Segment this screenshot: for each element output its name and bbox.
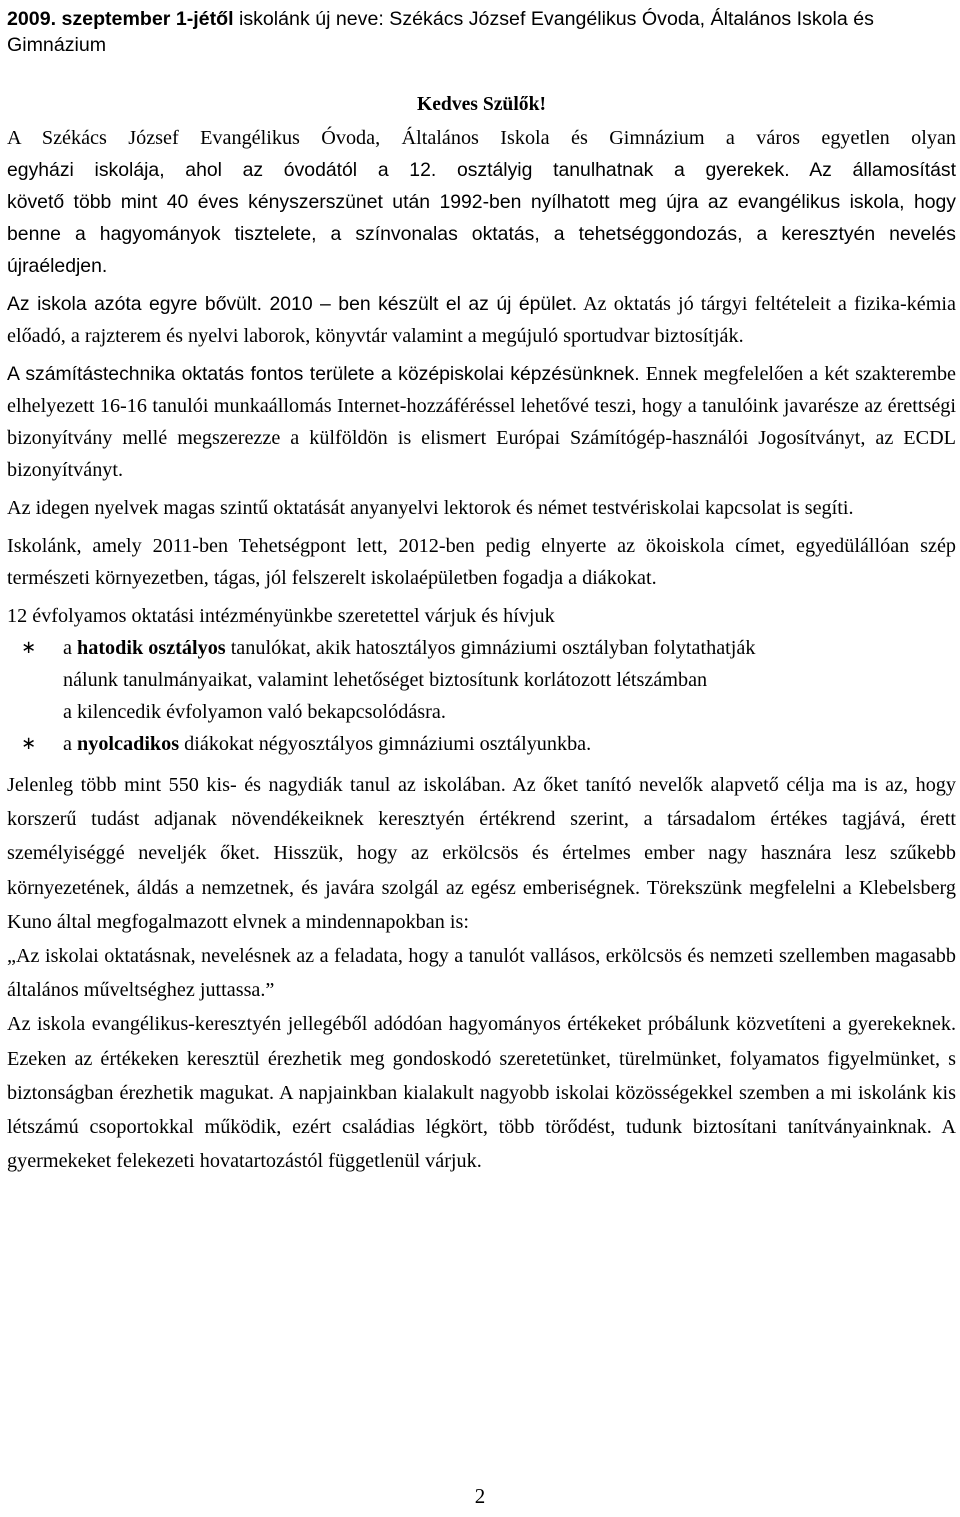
- greeting: Kedves Szülők!: [416, 94, 546, 115]
- languages-paragraph: Az idegen nyelvek magas szintű oktatását anyanyelvi lektorok és német testvériskolai kapcsolat is segíti.: [7, 497, 854, 519]
- intro-line-1: A Székács József Evangélikus Óvoda, Általános Iskola és Gimnázium a város egyetlen olyan: [7, 127, 956, 149]
- expansion-rest: Az oktatás jó tárgyi feltételeit a fizika-kémia előadó, a rajzterem és nyelvi laborok, könyvtár valamint a megújuló sportudvar biztosítják.: [7, 293, 956, 347]
- school-name-heading: [7, 6, 956, 58]
- list-item: ∗ a nyolcadikos diákokat négyosztályos gimnáziumi osztályunkba.: [7, 728, 956, 760]
- highlight-sixth-grade: hatodik osztályos: [77, 637, 226, 659]
- mission-text: Jelenleg több mint 550 kis- és nagydiák tanul az iskolában. Az őket tanító nevelők alapvető célja ma is az, hogy korszerű tudást adjanak növendékeiknek keresztyén értékrend szerint, a társadalom értékes tagjává, érett személyiséggé neveljék őket. Hisszük, hogy az erkölcsös és értelmes ember nagy hasznára lesz szűkebb környezetének, áldás a nemzetnek, és javára szolgál az egész emberiségnek. Törekszünk megfelelni a Klebelsberg Kuno által megfogalmazott elvnek a mindennapokban is:: [7, 774, 956, 933]
- mission-closing: Az iskola evangélikus-keresztyén jellegéből adódóan hagyományos értékeket próbálunk közvetíteni a gyerekeknek. Ezeken az értékeken keresztül érezhetik meg gondoskodó szeretetünket, türelmünket, folyamatos figyelmünket, s biztonságban érezhetik magukat. A napjainkban kialakult nagyobb iskolai közösségekkel szemben a mi iskolánk kis létszámú csoportokkal működik, ezért családias légkört, több törődést, tudunk biztosítani tanítványainknak. A gyermekeket felekezeti hovatartozástól függetlenül várjuk.: [7, 1013, 956, 1173]
- computing-rest: Ennek megfelelően a két szakterembe elhelyezett 16-16 tanulói munkaállomás Internet-hozzáféréssel lehetővé teszi, hogy a tanulóink javarésze az érettségi bizonyítvány mellé megszerezze a külföldön is elismert Európai Számítógép-használói Jogosítványt, az ECDL bizonyítványt.: [7, 363, 956, 481]
- computing-lead: A számítástechnika oktatás fontos területe a középiskolai képzésünknek.: [7, 363, 640, 385]
- page-number: 2: [474, 1484, 486, 1508]
- expansion-paragraph: [7, 288, 956, 352]
- computing-paragraph: [7, 358, 956, 486]
- invite-intro: 12 évfolyamos oktatási intézményünkbe szeretettel várjuk és hívjuk: [7, 605, 555, 627]
- asterisk-bullet-icon: ∗: [21, 637, 37, 658]
- heading-date: 2009. szeptember 1-jétől: [7, 8, 234, 30]
- document-page: [7, 6, 956, 1178]
- talent-paragraph: Iskolánk, amely 2011-ben Tehetségpont lett, 2012-ben pedig elnyerte az ökoiskola címet, egyedülállóan szép természeti környezetben, tágas, jól felszerelt iskolaépületben fogadja a diákokat.: [7, 535, 956, 589]
- highlight-eighth-grade: nyolcadikos: [77, 733, 180, 755]
- invite-list: [7, 632, 956, 760]
- intro-continuation: követő több mint 40 éves kényszerszünet után 1992-ben nyílhatott meg újra az evangélikus iskola, hogy benne a hagyományok tisztelete, a színvonalas oktatás, a tehetséggondozás, a keresztyén nevelés újraéledjen.: [7, 191, 956, 277]
- klebelsberg-quote: „Az iskolai oktatásnak, nevelésnek az a feladata, hogy a tanulót vallásos, erkölcsös és nemzeti szellemben magasabb általános műveltséghez juttassa.”: [7, 945, 956, 1002]
- mission-block: [7, 768, 956, 1178]
- intro-paragraph: [7, 122, 956, 282]
- heading-text: iskolánk új neve: Székács József Evangélikus Óvoda, Általános Iskola és Gimnázium: [7, 8, 874, 56]
- intro-line-2: egyházi iskolája, ahol az óvodától a 12. osztályig tanulhatnak a gyerekek. Az államosítást: [7, 159, 956, 181]
- asterisk-bullet-icon: ∗: [21, 733, 37, 754]
- expansion-lead: Az iskola azóta egyre bővült. 2010 – ben készült el az új épület.: [7, 293, 578, 315]
- list-item: ∗ a hatodik osztályos tanulókat, akik hatosztályos gimnáziumi osztályban folytathatják nálunk tanulmányaikat, valamint lehetőséget biztosítunk korlátozott létszámban a kilencedik évfolyamon való bekapcsolódásra.: [7, 632, 956, 728]
